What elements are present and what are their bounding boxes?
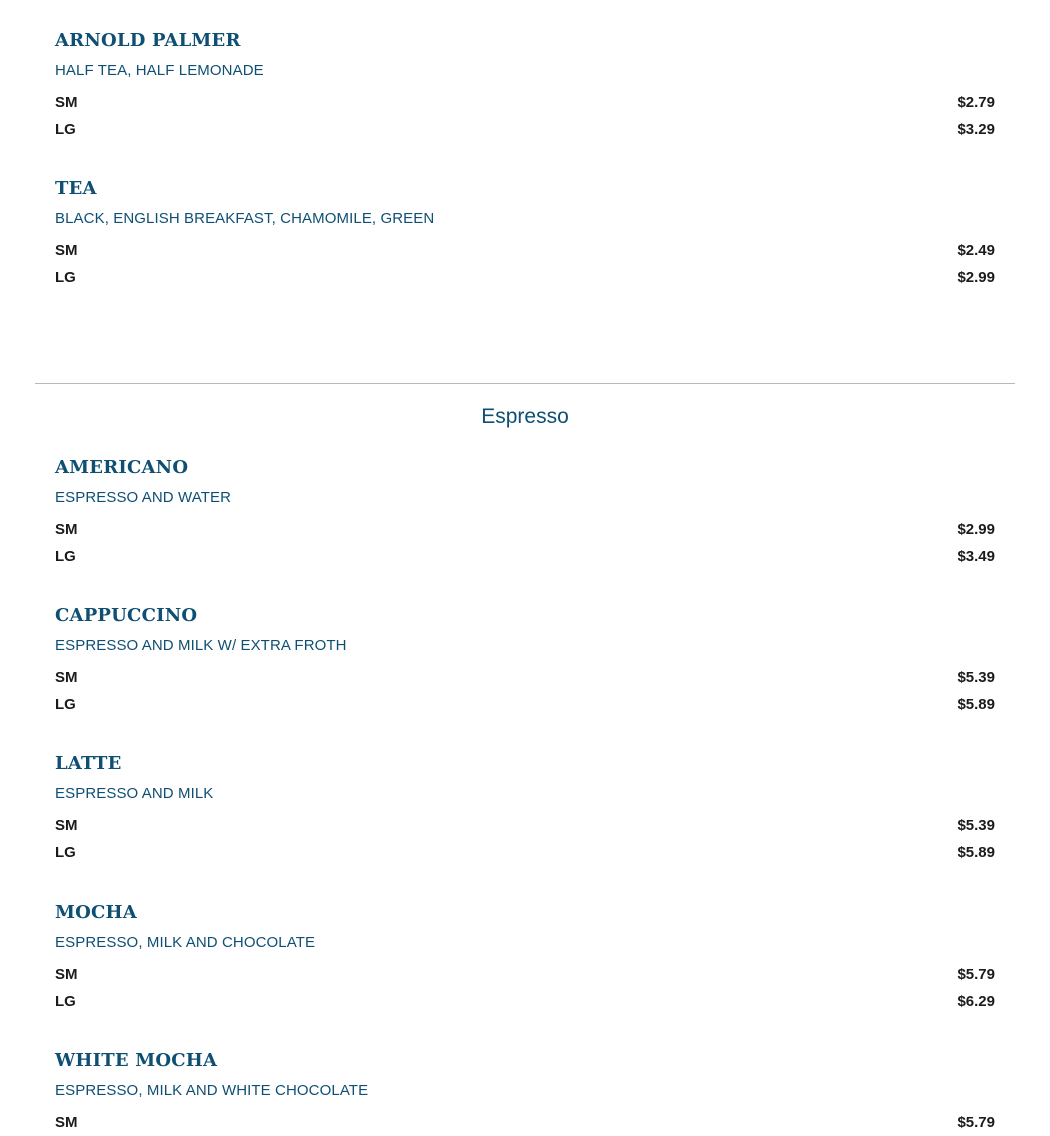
menu-item (55, 753, 995, 866)
size-label: SM (55, 242, 78, 259)
price-value: $6.29 (957, 993, 995, 1010)
price-value: $3.29 (957, 121, 995, 138)
size-label: SM (55, 94, 78, 111)
item-description: ESPRESSO AND MILK W/ EXTRA FROTH (55, 637, 347, 654)
item-description: ESPRESSO, MILK AND WHITE CHOCOLATE (55, 1082, 369, 1099)
item-description: ESPRESSO AND WATER (55, 489, 231, 506)
menu-item (55, 605, 995, 718)
price-list (55, 237, 995, 291)
price-value: $5.89 (957, 696, 995, 713)
item-name: LATTE (55, 753, 122, 774)
size-label: LG (55, 696, 76, 713)
price-value: $5.39 (957, 669, 995, 686)
price-list (55, 664, 995, 718)
size-label: SM (55, 817, 78, 834)
menu-item (55, 902, 995, 1015)
size-label: SM (55, 966, 78, 983)
size-label: SM (55, 521, 78, 538)
size-label: LG (55, 844, 76, 861)
price-list (55, 516, 995, 570)
item-name: MOCHA (55, 902, 137, 923)
price-value: $3.49 (957, 548, 995, 565)
item-name: WHITE MOCHA (55, 1050, 218, 1071)
price-row (55, 264, 995, 291)
price-row (55, 89, 995, 116)
menu-item (55, 1050, 995, 1136)
price-row (55, 116, 995, 143)
size-label: SM (55, 1114, 78, 1131)
size-label: LG (55, 548, 76, 565)
price-value: $2.79 (957, 94, 995, 111)
item-name: ARNOLD PALMER (55, 30, 241, 51)
item-name: CAPPUCCINO (55, 605, 198, 626)
size-label: LG (55, 269, 76, 286)
section-divider (35, 383, 1015, 384)
price-value: $2.99 (957, 521, 995, 538)
price-row (55, 988, 995, 1015)
item-description: HALF TEA, HALF LEMONADE (55, 62, 264, 79)
price-value: $2.49 (957, 242, 995, 259)
size-label: LG (55, 993, 76, 1010)
price-row (55, 961, 995, 988)
price-row (55, 812, 995, 839)
menu-item (55, 457, 995, 570)
size-label: LG (55, 121, 76, 138)
price-row (55, 516, 995, 543)
price-list (55, 89, 995, 143)
menu-item (55, 30, 995, 143)
item-description: BLACK, ENGLISH BREAKFAST, CHAMOMILE, GREEN (55, 210, 435, 227)
price-list (55, 812, 995, 866)
menu-item (55, 178, 995, 291)
item-name: AMERICANO (55, 457, 189, 478)
price-list (55, 961, 995, 1015)
price-value: $2.99 (957, 269, 995, 286)
price-list (55, 1109, 995, 1136)
price-row (55, 237, 995, 264)
price-row (55, 1109, 995, 1136)
price-value: $5.79 (957, 1114, 995, 1131)
price-row (55, 664, 995, 691)
price-value: $5.89 (957, 844, 995, 861)
price-row (55, 839, 995, 866)
price-value: $5.79 (957, 966, 995, 983)
price-value: $5.39 (957, 817, 995, 834)
price-row (55, 543, 995, 570)
section-title: Espresso (481, 405, 569, 428)
item-name: TEA (55, 178, 97, 199)
item-description: ESPRESSO, MILK AND CHOCOLATE (55, 934, 316, 951)
price-row (55, 691, 995, 718)
item-description: ESPRESSO AND MILK (55, 785, 214, 802)
size-label: SM (55, 669, 78, 686)
